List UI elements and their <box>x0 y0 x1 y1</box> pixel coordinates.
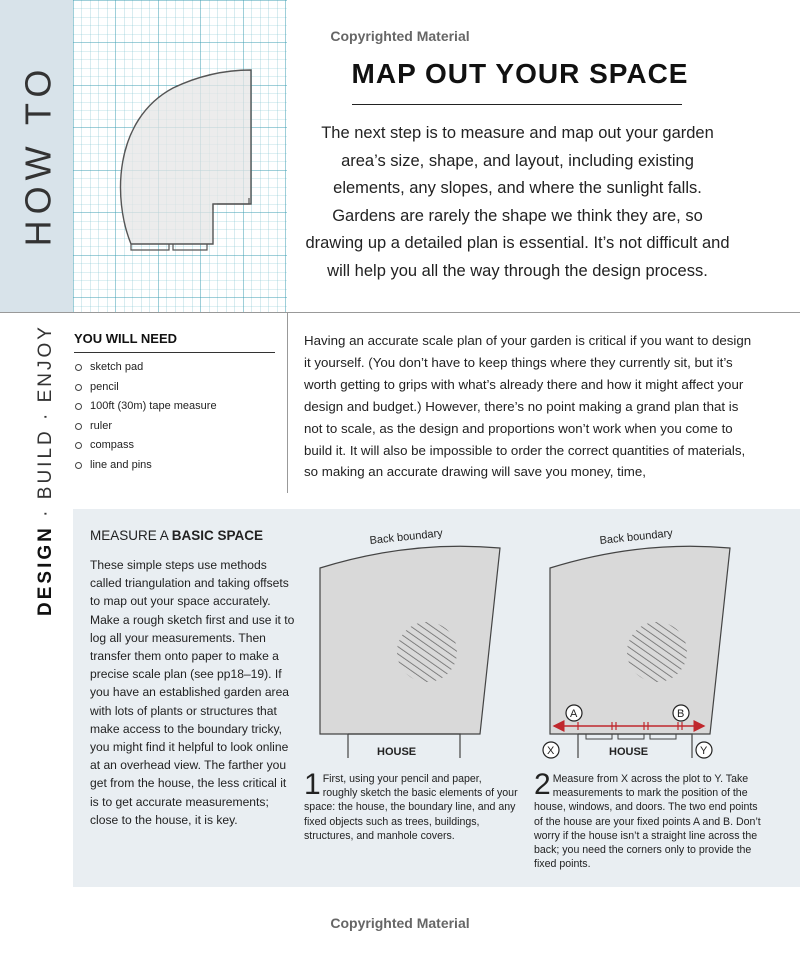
step-1-number: 1 <box>304 768 321 801</box>
step-1-text: First, using your pencil and paper, roughly sketch the basic elements of your space: the house, the boundary line, and any fixed objects such as trees, buildings, structures, and manhole covers. <box>304 773 518 842</box>
diagram-2 <box>543 527 730 758</box>
point-b-label: B <box>677 708 685 720</box>
howto-label: HOW TO <box>17 63 59 247</box>
plot-diagrams <box>300 520 800 770</box>
list-item: pencil <box>74 378 284 398</box>
list-item: line and pins <box>74 456 284 476</box>
body-paragraph: Having an accurate scale plan of your garden is critical if you want to design it yourself. (You don’t have to keep things where they currently sit, but it’s worth getting to grips with what’s already there and how it might affect your design and budget.) However, there’s no point making a grand plan that is not to scale, as the design and proportions won’t work when you come to build it. It will also be impossible to order the correct quantities of materials, so making an accurate drawing will save you money, time, <box>304 333 752 480</box>
step-1 <box>304 768 519 843</box>
step-2-number: 2 <box>534 768 551 801</box>
list-item: sketch pad <box>74 358 284 378</box>
measure-paragraph: These simple steps use methods called triangulation and taking offsets to map out your space accurately. Make a rough sketch first and use it to log all your measurements. Then transfer them onto paper to make a precise scale plan (see pp18–19). If you have an established garden area with lots of plants or structures that make access to the boundary tricky, you might find it helpful to look online at an overhead view. The farther you get from the house, the less critical it is to get accurate measurements; close to the house, it is key. <box>90 558 295 827</box>
house-label-1: HOUSE <box>377 746 417 758</box>
measure-title: MEASURE A BASIC SPACE <box>90 528 264 543</box>
intro-paragraph: The next step is to measure and map out your garden area’s size, shape, and layout, including existing elements, any slopes, and where the sunlight falls. Gardens are rarely the shape we think they are, so drawing up a detailed plan is essential. It’s not difficult and will help you all the way through the design process. <box>305 124 730 280</box>
point-y-label: Y <box>700 745 708 757</box>
page-title: MAP OUT YOUR SPACE <box>351 58 689 89</box>
point-x-label: X <box>547 745 555 757</box>
title-underline <box>352 104 682 105</box>
back-boundary-label-1: Back boundary <box>369 527 444 547</box>
point-a-label: A <box>570 708 578 720</box>
list-item: ruler <box>74 417 284 437</box>
you-will-need-list <box>74 358 284 475</box>
diagram-1 <box>320 527 500 758</box>
house-label-2: HOUSE <box>609 746 649 758</box>
back-boundary-label-2: Back boundary <box>599 527 674 547</box>
step-2-text: Measure from X across the plot to Y. Take measurements to mark the position of the house, windows, and doors. The two end points of the house are your fixed points A and B. Don’t worry if the house isn’t a straight line across the back; you need the corners only to provide the fixed points. <box>534 773 761 871</box>
step-2 <box>534 768 764 871</box>
graph-paper-illustration <box>73 0 287 312</box>
list-item: 100ft (30m) tape measure <box>74 397 284 417</box>
copyright-bottom: Copyrighted Material <box>330 915 470 931</box>
list-item: compass <box>74 436 284 456</box>
series-label: DESIGN · BUILD · ENJOY <box>35 324 56 616</box>
you-will-need-rule <box>74 352 275 353</box>
column-divider <box>287 313 288 493</box>
you-will-need-title: YOU WILL NEED <box>74 331 178 346</box>
copyright-top: Copyrighted Material <box>330 28 470 44</box>
section-divider <box>0 312 800 313</box>
